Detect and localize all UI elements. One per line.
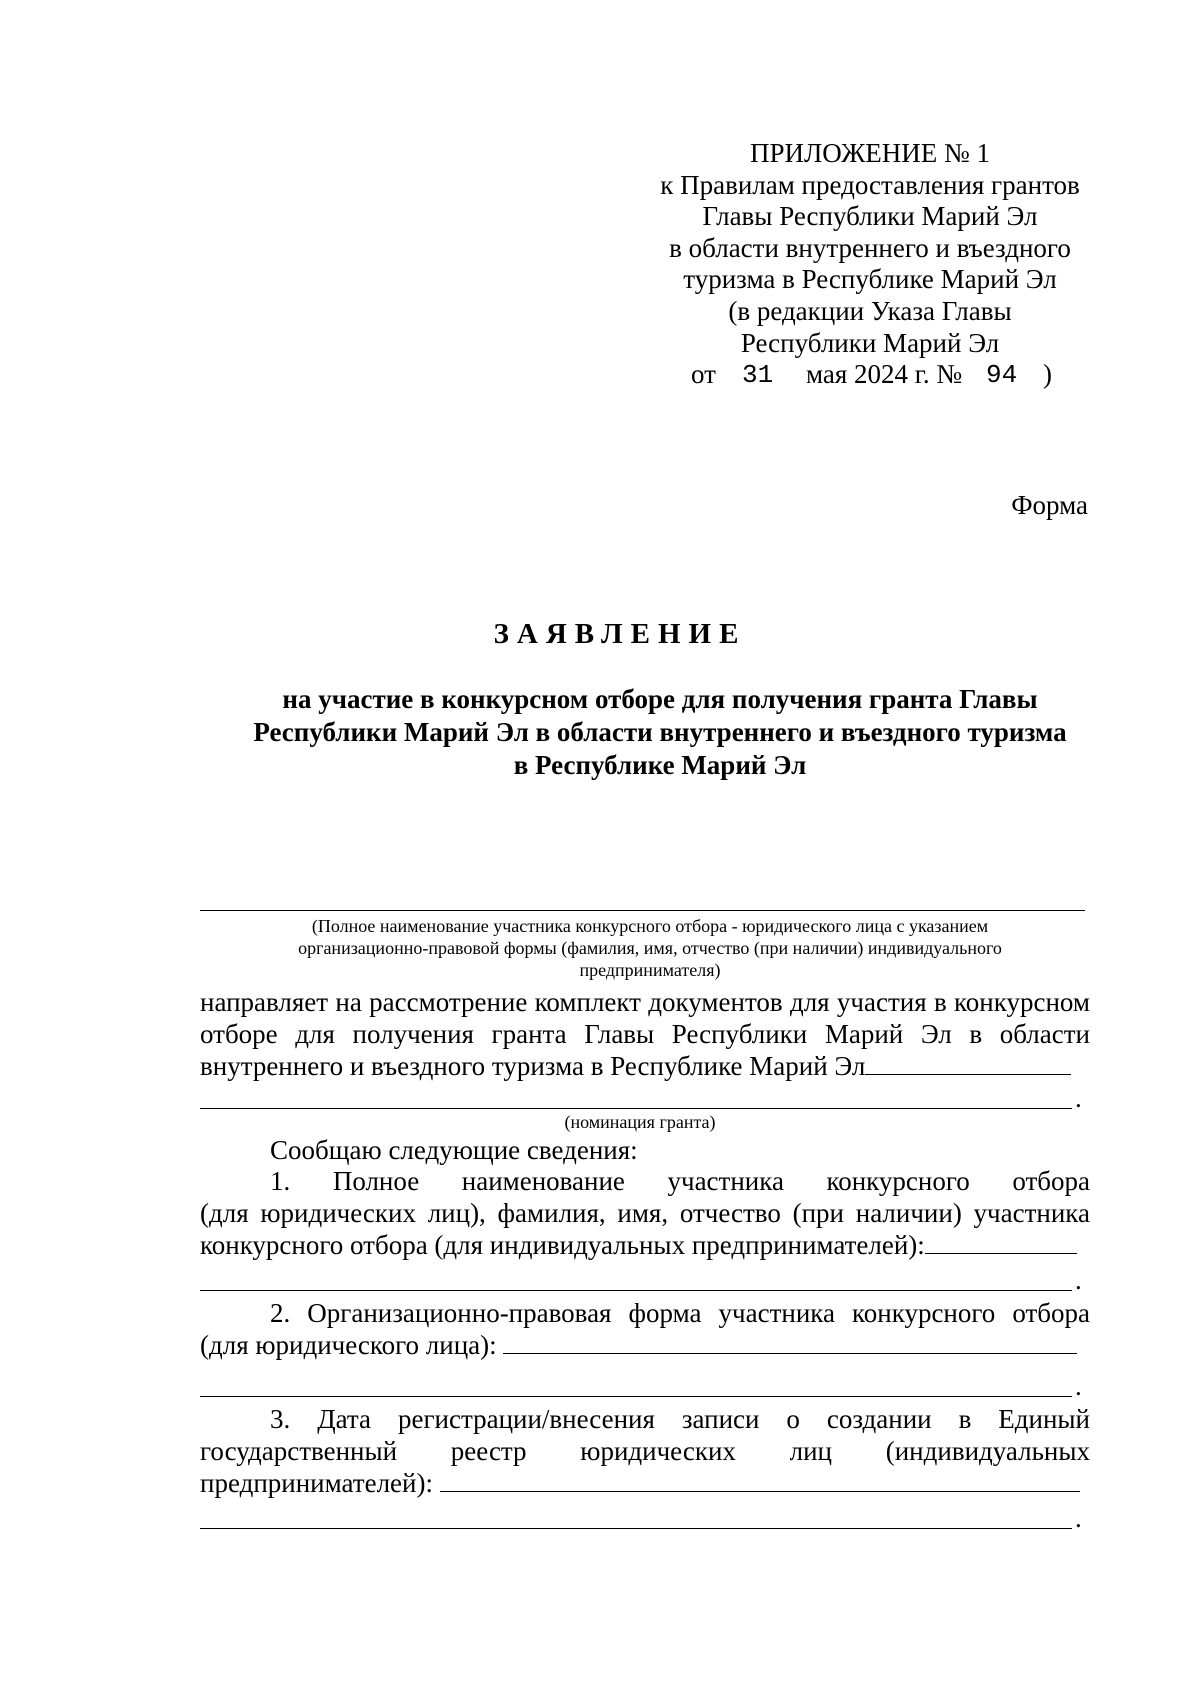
annex-line: туризма в Республике Марий Эл xyxy=(683,264,1057,295)
date-close: ) xyxy=(1043,359,1052,390)
subtitle-line: Республики Марий Эл в области внутреннего и въездного туризма xyxy=(253,717,1067,747)
annex-header xyxy=(640,138,1100,391)
item-text: (для юридического лица): xyxy=(200,1330,497,1360)
item-text: конкурсного отбора (для индивидуальных предпринимателей): xyxy=(200,1230,925,1260)
period: . xyxy=(1075,1503,1082,1533)
period: . xyxy=(1075,1265,1082,1295)
annex-line: в области внутреннего и въездного xyxy=(669,232,1071,263)
intro-paragraph xyxy=(200,986,1090,1082)
item-line: 3. Дата регистрации/внесения записи о создании в Единый xyxy=(270,1404,1090,1434)
document-title: ЗАЯВЛЕНИЕ xyxy=(493,618,747,650)
item-line-last xyxy=(200,1467,1090,1499)
item-1-field[interactable] xyxy=(200,1290,1072,1291)
caption-line: (Полное наименование участника конкурсного отбора - юридического лица с указанием xyxy=(311,916,989,936)
caption-line: предпринимателя) xyxy=(579,960,721,980)
annex-date-line xyxy=(640,359,1100,391)
item-1 xyxy=(200,1165,1090,1261)
intro-line: отборе для получения гранта Главы Республики Марий Эл в области xyxy=(200,1019,1090,1049)
period: . xyxy=(1075,1371,1082,1401)
annex-title: ПРИЛОЖЕНИЕ № 1 xyxy=(749,138,991,168)
item-line: 2. Организационно-правовая форма участника конкурсного отбора xyxy=(270,1298,1090,1328)
item-1-field-inline[interactable] xyxy=(925,1253,1077,1254)
item-3-field[interactable] xyxy=(200,1528,1072,1529)
item-2-field[interactable] xyxy=(200,1396,1072,1397)
document-subtitle xyxy=(190,683,1130,782)
form-label: Форма xyxy=(1011,490,1088,520)
intro-line-last xyxy=(200,1050,1090,1082)
annex-line: Республики Марий Эл xyxy=(740,327,1000,358)
period: . xyxy=(1075,1083,1082,1113)
item-2 xyxy=(200,1297,1090,1361)
item-line: (для юридических лиц), фамилия, имя, отчество (при наличии) участника xyxy=(200,1198,1090,1228)
date-day: 31 xyxy=(742,360,774,391)
subtitle-line: в Республике Марий Эл xyxy=(513,750,807,780)
annex-line: (в редакции Указа Главы xyxy=(728,295,1012,326)
annex-line: к Правилам предоставления грантов xyxy=(660,169,1080,200)
nomination-field-inline[interactable] xyxy=(865,1074,1071,1075)
item-line-last xyxy=(200,1229,1090,1261)
decree-number: 94 xyxy=(986,360,1018,391)
nomination-caption: (номинация гранта) xyxy=(564,1112,716,1132)
item-line-last xyxy=(200,1329,1090,1361)
nomination-field[interactable] xyxy=(200,1108,1072,1109)
annex-line: Главы Республики Марий Эл xyxy=(702,201,1038,232)
item-3 xyxy=(200,1403,1090,1499)
caption-line: организационно-правовой формы (фамилия, имя, отчество (при наличии) индивидуального xyxy=(298,938,1002,958)
applicant-name-field[interactable] xyxy=(200,910,1085,911)
item-3-field-inline[interactable] xyxy=(440,1491,1080,1492)
date-month-year: мая 2024 г. № xyxy=(806,359,963,390)
item-2-field-inline[interactable] xyxy=(503,1353,1077,1354)
intro-line: направляет на рассмотрение комплект документов для участия в конкурсном xyxy=(200,987,1090,1017)
applicant-field-caption xyxy=(200,915,1100,981)
item-text: предпринимателей): xyxy=(200,1468,433,1498)
info-lead: Сообщаю следующие сведения: xyxy=(270,1135,638,1165)
item-line: 1. Полное наименование участника конкурсного отбора xyxy=(270,1166,1090,1196)
date-prefix: от xyxy=(691,359,716,390)
intro-text: внутреннего и въездного туризма в Республике Марий Эл xyxy=(200,1051,866,1081)
item-line: государственный реестр юридических лиц (индивидуальных xyxy=(200,1436,1090,1466)
subtitle-line: на участие в конкурсном отборе для получения гранта Главы xyxy=(282,684,1038,714)
